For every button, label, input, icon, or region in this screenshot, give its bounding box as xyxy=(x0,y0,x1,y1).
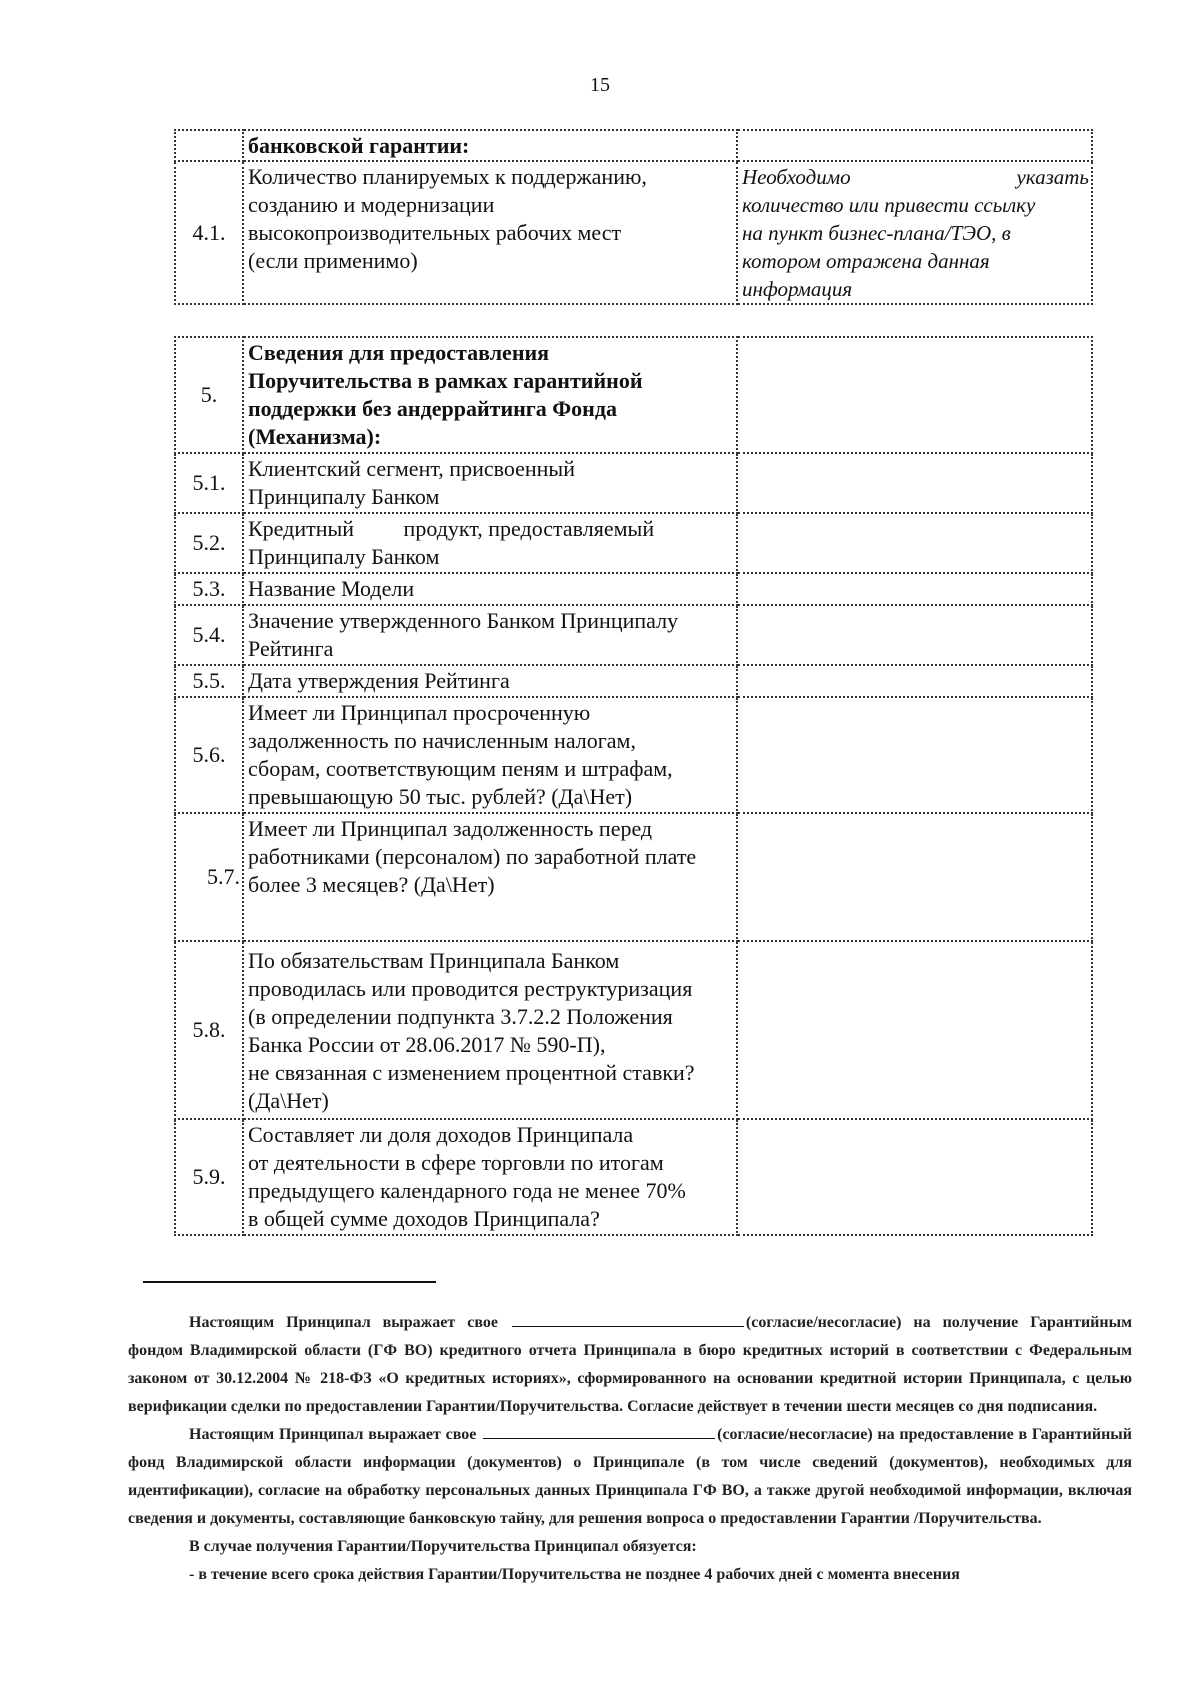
consent-blank-field xyxy=(483,1422,715,1439)
row-number xyxy=(175,130,243,161)
label-line: более 3 месяцев? (Да\Нет) xyxy=(248,872,495,897)
label-line: Принципалу Банком xyxy=(248,544,440,569)
row-label xyxy=(243,665,737,697)
label-line: (Механизма): xyxy=(248,424,382,449)
table-row xyxy=(175,453,1092,513)
consent-data-processing xyxy=(128,1421,1132,1533)
row-label xyxy=(243,161,737,304)
table-row xyxy=(175,1119,1092,1235)
row-number: 4.1. xyxy=(175,161,243,304)
row-value xyxy=(737,1119,1092,1235)
row-number: 5. xyxy=(175,337,243,453)
label-line: (если применимо) xyxy=(248,248,418,273)
row-number: 5.4. xyxy=(175,605,243,665)
label-line: поддержки без андеррайтинга Фонда xyxy=(248,396,617,421)
footnote-divider xyxy=(143,1281,436,1283)
footnote xyxy=(128,1309,1132,1589)
row-label xyxy=(243,453,737,513)
label-line: Сведения для предоставления xyxy=(248,340,550,365)
label-line: Рейтинга xyxy=(248,636,334,661)
hint-line: количество или привести ссылку xyxy=(742,193,1036,217)
page-number: 15 xyxy=(590,74,610,96)
obligation-item: - в течение всего срока действия Гарантии/Поручительства не позднее 4 рабочих дней с момента внесения xyxy=(189,1566,960,1583)
row-label xyxy=(243,813,737,941)
table-row xyxy=(175,161,1092,304)
row-label xyxy=(243,573,737,605)
label-line: от деятельности в сфере торговли по итогам xyxy=(248,1150,664,1175)
obligations-intro: В случае получения Гарантии/Поручительства Принципал обязуется: xyxy=(189,1538,697,1555)
label-line: Кредитный продукт, предоставляемый xyxy=(248,516,655,541)
label-line: не связанная с изменением процентной ставки? xyxy=(248,1059,695,1085)
consent-text-rest: (согласие/несогласие) на получение Гарантийным фондом Владимирской области (ГФ ВО) кредитного отчета Принципала в бюро кредитных историй в соответствии с Федеральным законом от 30.12.2004 № 218-ФЗ «О кредитных историях», сформированного на основании кредитной истории Принципала, с целью верификации сделки по предоставлении Гарантии/Поручительства. Согласие действует в течении шести месяцев со дня подписания. xyxy=(128,1314,1133,1415)
row-value xyxy=(737,605,1092,665)
label-line: предыдущего календарного года не менее 70% xyxy=(248,1178,686,1203)
label-line: созданию и модернизации xyxy=(248,192,495,217)
row-label xyxy=(243,1119,737,1235)
label-line: (в определении подпункта 3.7.2.2 Положения xyxy=(248,1003,673,1029)
label-line: Название Модели xyxy=(248,576,415,601)
label-line: Составляет ли доля доходов Принципала xyxy=(248,1122,634,1147)
label-line: Количество планируемых к поддержанию, xyxy=(248,164,647,189)
row-value xyxy=(737,665,1092,697)
row-value xyxy=(737,573,1092,605)
table-row xyxy=(175,697,1092,813)
section-row xyxy=(175,337,1092,453)
row-value xyxy=(737,513,1092,573)
table-row xyxy=(175,813,1092,941)
label-line: проводилась или проводится реструктуризация xyxy=(248,975,693,1001)
table-row xyxy=(175,573,1092,605)
label-line: Поручительства в рамках гарантийной xyxy=(248,368,643,393)
consent-text-start: Настоящим Принципал выражает свое xyxy=(189,1314,498,1331)
row-label xyxy=(243,941,737,1119)
row-number: 5.3. xyxy=(175,573,243,605)
row-value xyxy=(737,941,1092,1119)
hint-line: на пункт бизнес-плана/ТЭО, в xyxy=(742,221,1011,245)
hint-line: Необходимо xyxy=(742,165,851,189)
label-line: работниками (персоналом) по заработной плате xyxy=(248,844,697,869)
table-row xyxy=(175,130,1092,161)
consent-blank-field xyxy=(512,1310,744,1327)
row-label xyxy=(243,605,737,665)
section-title xyxy=(243,337,737,453)
label-line: (Да\Нет) xyxy=(248,1087,329,1113)
label-line: Дата утверждения Рейтинга xyxy=(248,668,510,693)
label-line: Клиентский сегмент, присвоенный xyxy=(248,456,575,481)
table-row xyxy=(175,941,1092,1119)
row-number: 5.5. xyxy=(175,665,243,697)
table-row xyxy=(175,513,1092,573)
label-line: Значение утвержденного Банком Принципалу xyxy=(248,608,679,633)
table-row xyxy=(175,605,1092,665)
row-label xyxy=(243,697,737,813)
label-line: По обязательствам Принципала Банком xyxy=(248,947,620,973)
row-number: 5.8. xyxy=(175,941,243,1119)
row-value xyxy=(737,453,1092,513)
label-line: Имеет ли Принципал просроченную xyxy=(248,700,591,725)
consent-text-rest: (согласие/несогласие) на предоставление в Гарантийный фонд Владимирской области информации (документов) о Принципале (в том числе сведений (документов), необходимых для идентификации), согласие на обработку персональных данных Принципала ГФ ВО, а также другой необходимой информации, включая сведения и документы, составляющие банковскую тайну, для решения вопроса о предоставлении Гарантии /Поручительства. xyxy=(128,1426,1132,1527)
row-value xyxy=(737,130,1092,161)
row-number: 5.6. xyxy=(175,697,243,813)
row-value xyxy=(737,337,1092,453)
consent-credit-report xyxy=(128,1309,1132,1421)
label-line: Принципалу Банком xyxy=(248,484,440,509)
hint-line: указать xyxy=(1016,165,1089,189)
row-label: банковской гарантии: xyxy=(243,130,737,161)
row-number: 5.1. xyxy=(175,453,243,513)
label-line: в общей сумме доходов Принципала? xyxy=(248,1206,600,1231)
hint-line: информация xyxy=(742,277,853,301)
row-hint xyxy=(737,161,1092,304)
mechanism-details-table xyxy=(174,336,1093,1236)
row-number: 5.9. xyxy=(175,1119,243,1235)
guarantee-details-table xyxy=(174,129,1093,305)
row-number: 5.2. xyxy=(175,513,243,573)
row-label xyxy=(243,513,737,573)
row-number: 5.7. xyxy=(175,813,243,941)
label-line: высокопроизводительных рабочих мест xyxy=(248,220,622,245)
label-line: Банка России от 28.06.2017 № 590-П), xyxy=(248,1031,606,1057)
consent-text-start: Настоящим Принципал выражает свое xyxy=(189,1426,477,1443)
hint-line: котором отражена данная xyxy=(742,249,990,273)
table-row xyxy=(175,665,1092,697)
label-line: Имеет ли Принципал задолженность перед xyxy=(248,816,653,841)
row-value xyxy=(737,697,1092,813)
row-value xyxy=(737,813,1092,941)
label-line: превышающую 50 тыс. рублей? (Да\Нет) xyxy=(248,784,633,809)
label-line: задолженность по начисленным налогам, xyxy=(248,728,636,753)
label-line: сборам, соответствующим пеням и штрафам, xyxy=(248,756,673,781)
